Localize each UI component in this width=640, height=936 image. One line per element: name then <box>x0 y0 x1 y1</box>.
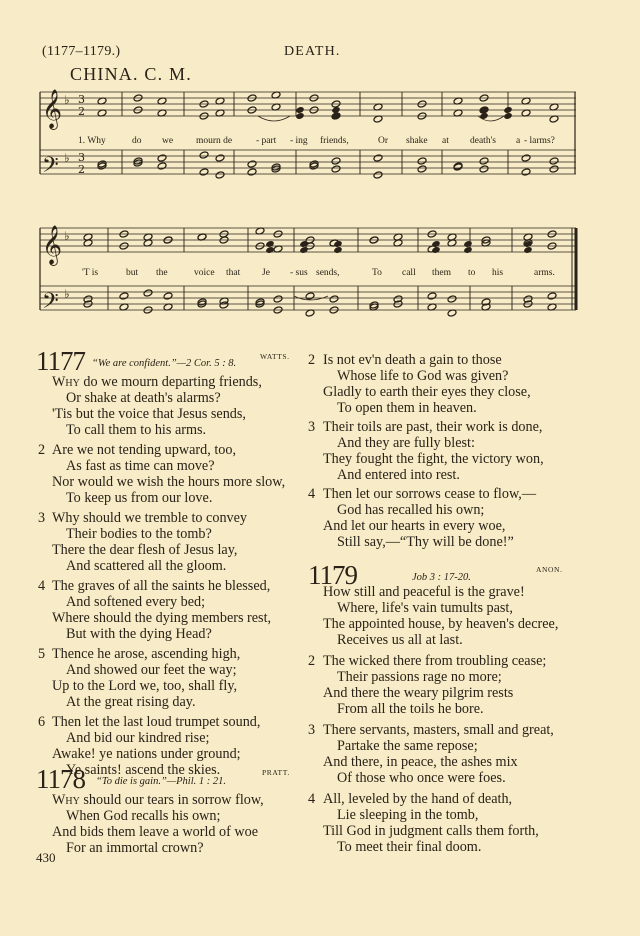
verse-line: For an immortal crown? <box>66 840 204 856</box>
treble-clef-icon: 𝄞 <box>42 225 63 265</box>
note-head <box>479 165 489 173</box>
lyric-syllable: To <box>372 268 382 278</box>
tune-title <box>70 64 192 85</box>
verse-line: Or shake at death's alarms? <box>66 390 221 406</box>
stanza-number: 5 <box>38 646 46 662</box>
note-head <box>247 168 257 176</box>
verse-line: Then let the last loud trumpet sound, <box>52 714 261 730</box>
note-head-filled <box>463 240 472 248</box>
header-range: (1177–1179.) <box>42 44 121 59</box>
lyric-syllable: to <box>468 268 476 278</box>
verse-line: Where should the dying members rest, <box>52 610 272 626</box>
verse-line: Their bodies to the tomb? <box>66 526 212 542</box>
note-head <box>331 157 341 165</box>
verse-line: God has recalled his own; <box>337 502 485 518</box>
lyric-syllable: voice <box>194 268 215 278</box>
note-head-filled <box>265 246 274 254</box>
verse-line: Their toils are past, their work is done, <box>323 419 543 435</box>
lyric-syllable: the <box>156 268 168 278</box>
verse-line: Till God in judgment calls them forth, <box>323 823 539 839</box>
time-signature-top: 3 <box>78 151 85 164</box>
hymn-ref-1178: “To die is gain.”—Phil. 1 : 21. <box>96 776 227 787</box>
verse-line: When God recalls his own; <box>66 808 221 824</box>
time-signature-bottom: 2 <box>78 105 85 118</box>
note-head <box>549 165 559 173</box>
page-number: 430 <box>36 850 56 865</box>
slur <box>258 116 290 121</box>
lyric-syllable: do <box>132 136 142 146</box>
note-head-filled <box>431 246 440 254</box>
verse-line: Up to the Lord we, too, shall fly, <box>52 678 238 694</box>
verse-line: And there the weary pilgrim rests <box>323 685 514 701</box>
lyric-syllable: - ing <box>290 136 308 146</box>
music-score <box>38 86 578 336</box>
flat-icon: ♭ <box>64 287 70 301</box>
verse-line: Awake! ye nations under ground; <box>52 746 241 762</box>
stanza-number: 4 <box>308 486 316 502</box>
note-head <box>479 157 489 165</box>
verse-line: To call them to his arms. <box>66 422 207 438</box>
lyric-syllable: Je <box>262 268 270 278</box>
note-head <box>163 292 173 300</box>
verse-line: And showed our feet the way; <box>66 662 237 678</box>
verse-line: And they are fully blest: <box>337 435 475 451</box>
verse-line: The wicked there from troubling cease; <box>323 653 547 669</box>
bass-clef-icon: 𝄢 <box>42 289 59 319</box>
verse-line: And bids them leave a world of woe <box>52 824 259 840</box>
lyric-syllable: friends, <box>320 136 349 146</box>
note-head <box>521 154 531 162</box>
verse-line: They fought the fight, the victory won, <box>323 451 544 467</box>
note-head <box>215 154 225 162</box>
lyric-syllable: - larms? <box>524 136 555 146</box>
verse-line: And let our hearts in every woe, <box>323 518 506 534</box>
time-signature-bottom: 2 <box>78 163 85 176</box>
note-head <box>373 171 383 179</box>
verse-line: There the dear flesh of Jesus lay, <box>52 542 238 558</box>
note-head-filled <box>463 246 472 254</box>
verse-line: Their passions rage no more; <box>337 669 502 685</box>
verse-line: Ye saints! ascend the skies. <box>66 762 221 778</box>
verse-line: All, leveled by the hand of death, <box>323 791 513 807</box>
tune-meter: C. M. <box>144 64 192 84</box>
stanza-number: 3 <box>38 510 46 526</box>
verse-line: And softened every bed; <box>66 594 206 610</box>
stanza-number: 4 <box>38 578 46 594</box>
note-head <box>273 295 283 303</box>
hymn-number-1178: 1178 <box>36 764 85 794</box>
verse-line: Nor would we wish the hours more slow, <box>52 474 286 490</box>
verse-line: Are we not tending upward, too, <box>52 442 237 458</box>
verse-line: And entered into rest. <box>337 467 460 483</box>
stanza-number: 2 <box>38 442 46 458</box>
lyric-syllable: but <box>126 268 139 278</box>
note-head-filled <box>265 240 274 248</box>
verse-line: And scattered all the gloom. <box>66 558 227 574</box>
note-head-filled <box>299 246 308 254</box>
verse-line: There servants, masters, small and great, <box>323 722 554 738</box>
hymn-ref-1179: Job 3 : 17-20. <box>412 572 471 583</box>
verse-line: Why should we tremble to convey <box>52 510 248 526</box>
lyric-syllable: 'T is <box>82 268 99 278</box>
note-head-filled <box>333 240 342 248</box>
lyric-syllable: them <box>432 268 451 278</box>
lyric-syllable: his <box>492 268 504 278</box>
verse-line: How still and peaceful is the grave! <box>323 584 525 600</box>
verse-line: At the great rising day. <box>66 694 196 710</box>
lyric-syllable: at <box>442 136 449 146</box>
verse-line: But with the dying Head? <box>66 626 212 642</box>
verse-line: Thence he arose, ascending high, <box>52 646 241 662</box>
verse-line: Lie sleeping in the tomb, <box>337 807 479 823</box>
verse-line: Why do we mourn departing friends, <box>52 374 262 390</box>
lyric-syllable: 1. Why <box>78 136 106 146</box>
flat-icon: ♭ <box>64 229 70 243</box>
verse-line: Still say,—“Thy will be done!” <box>337 534 514 550</box>
note-head <box>373 154 383 162</box>
verse-line: The appointed house, by heaven's decree, <box>323 616 559 632</box>
lyric-syllable: sends, <box>316 268 340 278</box>
hymn-author-1178: PRATT. <box>262 768 290 777</box>
verse-line: Where, life's vain tumults past, <box>337 600 513 616</box>
header-section: DEATH. <box>284 44 341 59</box>
verse-line: Whose life to God was given? <box>337 368 509 384</box>
note-head <box>143 289 153 297</box>
verse-line: To keep us from our love. <box>66 490 213 506</box>
note-head <box>329 295 339 303</box>
treble-clef-icon: 𝄞 <box>42 89 63 129</box>
stanza-number: 3 <box>308 722 316 738</box>
verse-line: Why should our tears in sorrow flow, <box>52 792 264 808</box>
verse-line: And bid our kindred rise; <box>66 730 210 746</box>
hymn-number-1179: 1179 <box>308 560 357 590</box>
note-head-filled <box>295 112 304 120</box>
note-head-filled <box>295 106 304 114</box>
lyric-syllable: we <box>162 136 174 146</box>
hymn-ref-1177: “We are confident.”—2 Cor. 5 : 8. <box>92 358 237 369</box>
stanza-number: 6 <box>38 714 46 730</box>
lyric-syllable: - part <box>256 136 277 146</box>
note-head-filled <box>523 246 532 254</box>
verse-line: 'Tis but the voice that Jesus sends, <box>52 406 246 422</box>
note-head <box>119 292 129 300</box>
note-head <box>417 165 427 173</box>
stanza-number: 4 <box>308 791 316 807</box>
verse-line: From all the toils he bore. <box>337 701 484 717</box>
verse-line: Is not ev'n death a gain to those <box>323 352 502 368</box>
stanza-number: 3 <box>308 419 316 435</box>
lyric-syllable: a <box>516 136 521 146</box>
hymn-author-1179: ANON. <box>536 565 563 574</box>
hymn-author-1177: WATTS. <box>260 352 290 361</box>
lyric-syllable: - sus <box>290 268 308 278</box>
bass-clef-icon: 𝄢 <box>42 153 59 183</box>
hymn-number-1177: 1177 <box>36 346 85 376</box>
note-head-filled <box>431 240 440 248</box>
stanza-number: 2 <box>308 653 316 669</box>
note-head <box>331 165 341 173</box>
lyric-syllable: mourn de <box>196 136 233 146</box>
note-head <box>157 154 167 162</box>
tune-name: CHINA. <box>70 64 139 84</box>
lyric-syllable: death's <box>470 136 496 146</box>
verse-line: To open them in heaven. <box>337 400 477 416</box>
lyric-syllable: shake <box>406 136 428 146</box>
verse-line: To meet their final doom. <box>337 839 482 855</box>
verse-line: Partake the same repose; <box>337 738 478 754</box>
verse-line: Receives us all at last. <box>337 632 463 648</box>
note-head <box>305 292 315 300</box>
verse-line: Gladly to earth their eyes they close, <box>323 384 531 400</box>
lyric-syllable: that <box>226 268 241 278</box>
music-score-svg <box>38 86 578 336</box>
verse-line: Then let our sorrows cease to flow,— <box>323 486 537 502</box>
lyric-syllable: call <box>402 268 416 278</box>
flat-icon: ♭ <box>64 151 70 165</box>
note-head <box>521 168 531 176</box>
note-head <box>417 157 427 165</box>
verse-line: Of those who once were foes. <box>337 770 506 786</box>
note-head-filled <box>333 246 342 254</box>
flat-icon: ♭ <box>64 93 70 107</box>
note-head <box>247 160 257 168</box>
note-head <box>547 292 557 300</box>
verse-line: As fast as time can move? <box>66 458 215 474</box>
note-head <box>215 171 225 179</box>
lyric-syllable: arms. <box>534 268 555 278</box>
note-head <box>157 162 167 170</box>
note-head <box>199 168 209 176</box>
note-head-filled <box>299 240 308 248</box>
note-head <box>549 157 559 165</box>
note-head-filled <box>503 106 512 114</box>
stanza-number: 2 <box>308 352 316 368</box>
verse-line: The graves of all the saints he blessed, <box>52 578 271 594</box>
note-head <box>427 292 437 300</box>
verse-line: And there, in peace, the ashes mix <box>323 754 518 770</box>
note-head <box>447 295 457 303</box>
time-signature-top: 3 <box>78 93 85 106</box>
lyric-syllable: Or <box>378 136 389 146</box>
note-head <box>199 151 209 159</box>
note-head-filled <box>503 112 512 120</box>
